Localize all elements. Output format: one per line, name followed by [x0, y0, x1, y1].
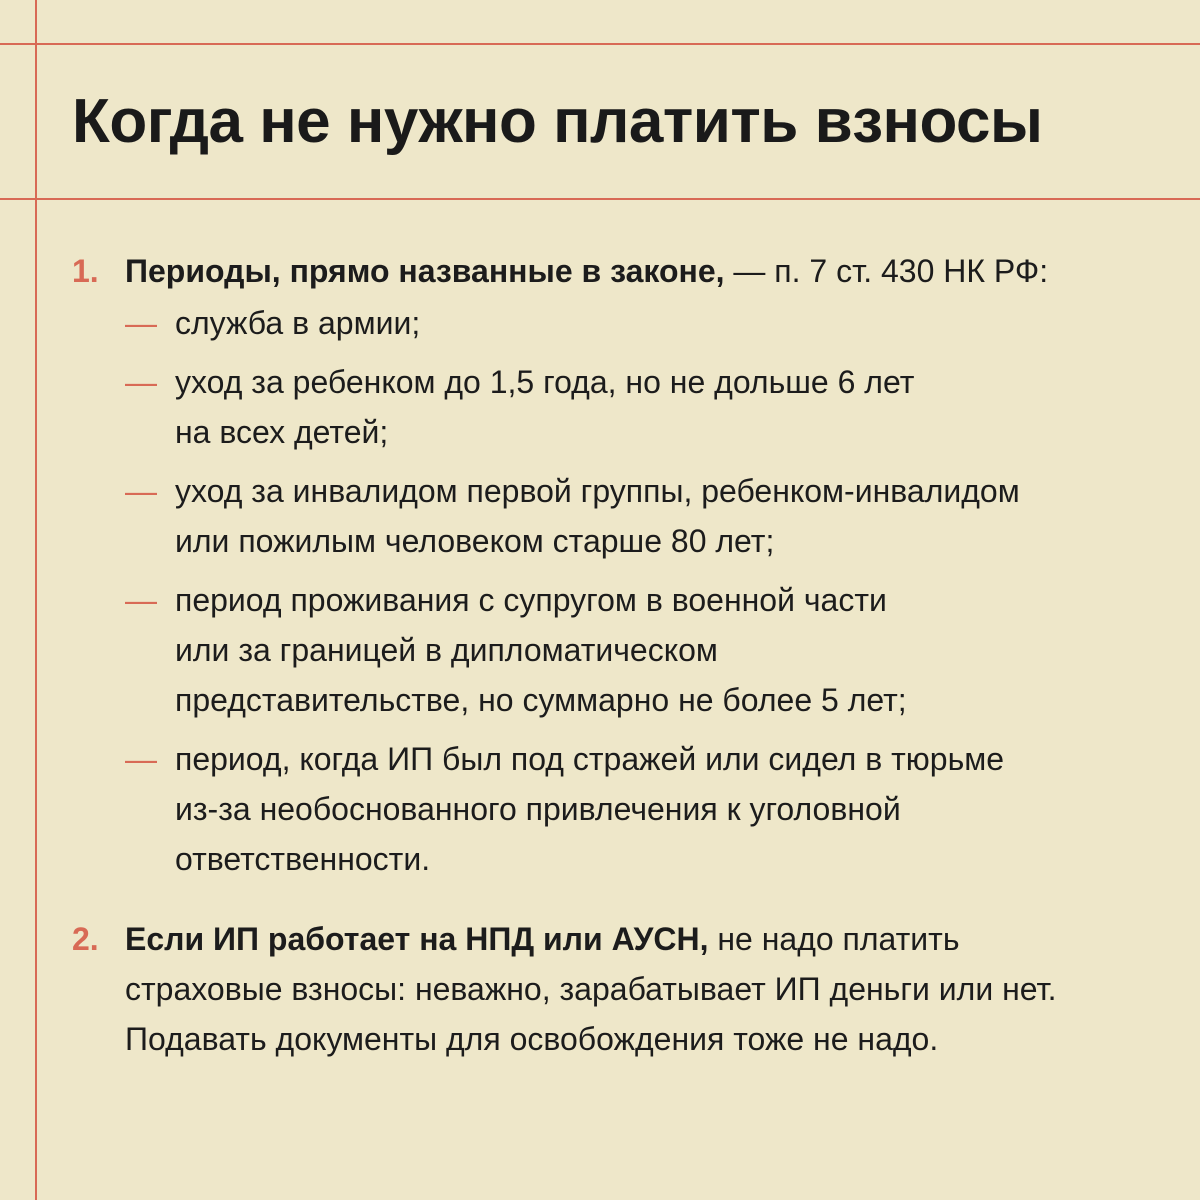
- dash-marker: —: [125, 582, 157, 618]
- dash-marker: —: [125, 364, 157, 400]
- sub-list: [125, 298, 1172, 884]
- margin-rule-line: [35, 0, 37, 1200]
- list-item-1: [72, 246, 1172, 884]
- sub-item-line: на всех детей;: [175, 414, 389, 450]
- title-underline-rule: [0, 198, 1200, 200]
- item-reference-text: — п. 7 ст. 430 НК РФ:: [724, 253, 1049, 289]
- sub-item: [125, 357, 1172, 457]
- dash-marker: —: [125, 305, 157, 341]
- item-body-line: страховые взносы: неважно, зарабатывает ИП деньги или нет.: [125, 971, 1057, 1007]
- sub-item-line: служба в армии;: [175, 305, 421, 341]
- sub-item-line: ответственности.: [175, 841, 431, 877]
- sub-item-line: представительстве, но суммарно не более 5 лет;: [175, 682, 907, 718]
- sub-item-line: или за границей в дипломатическом: [175, 632, 718, 668]
- sub-item-line: или пожилым человеком старше 80 лет;: [175, 523, 775, 559]
- sub-item: [125, 734, 1172, 884]
- item-heading-line: [125, 246, 1172, 296]
- page-title: Когда не нужно платить взносы: [72, 87, 1043, 156]
- item-body-text: не надо платить: [708, 921, 960, 957]
- sub-item-line: уход за ребенком до 1,5 года, но не дольше 6 лет: [175, 364, 915, 400]
- dash-marker: —: [125, 741, 157, 777]
- item-lead-text: Периоды, прямо названные в законе,: [125, 253, 725, 289]
- sub-item-line: период, когда ИП был под стражей или сидел в тюрьме: [175, 741, 1005, 777]
- sub-item-line: из-за необоснованного привлечения к уголовной: [175, 791, 901, 827]
- top-rule-line: [0, 43, 1200, 45]
- content-list: [72, 246, 1172, 1064]
- item-number: 2.: [72, 921, 99, 957]
- list-item-2: [72, 914, 1172, 1064]
- item-body-line: Подавать документы для освобождения тоже не надо.: [125, 1021, 939, 1057]
- sub-item: [125, 575, 1172, 725]
- dash-marker: —: [125, 473, 157, 509]
- item-number: 1.: [72, 253, 99, 289]
- item-heading-line: [125, 914, 1172, 964]
- sub-item: [125, 298, 1172, 348]
- item-lead-text: Если ИП работает на НПД или АУСН,: [125, 921, 709, 957]
- sub-item-line: период проживания с супругом в военной части: [175, 582, 887, 618]
- sub-item: [125, 466, 1172, 566]
- sub-item-line: уход за инвалидом первой группы, ребенком-инвалидом: [175, 473, 1020, 509]
